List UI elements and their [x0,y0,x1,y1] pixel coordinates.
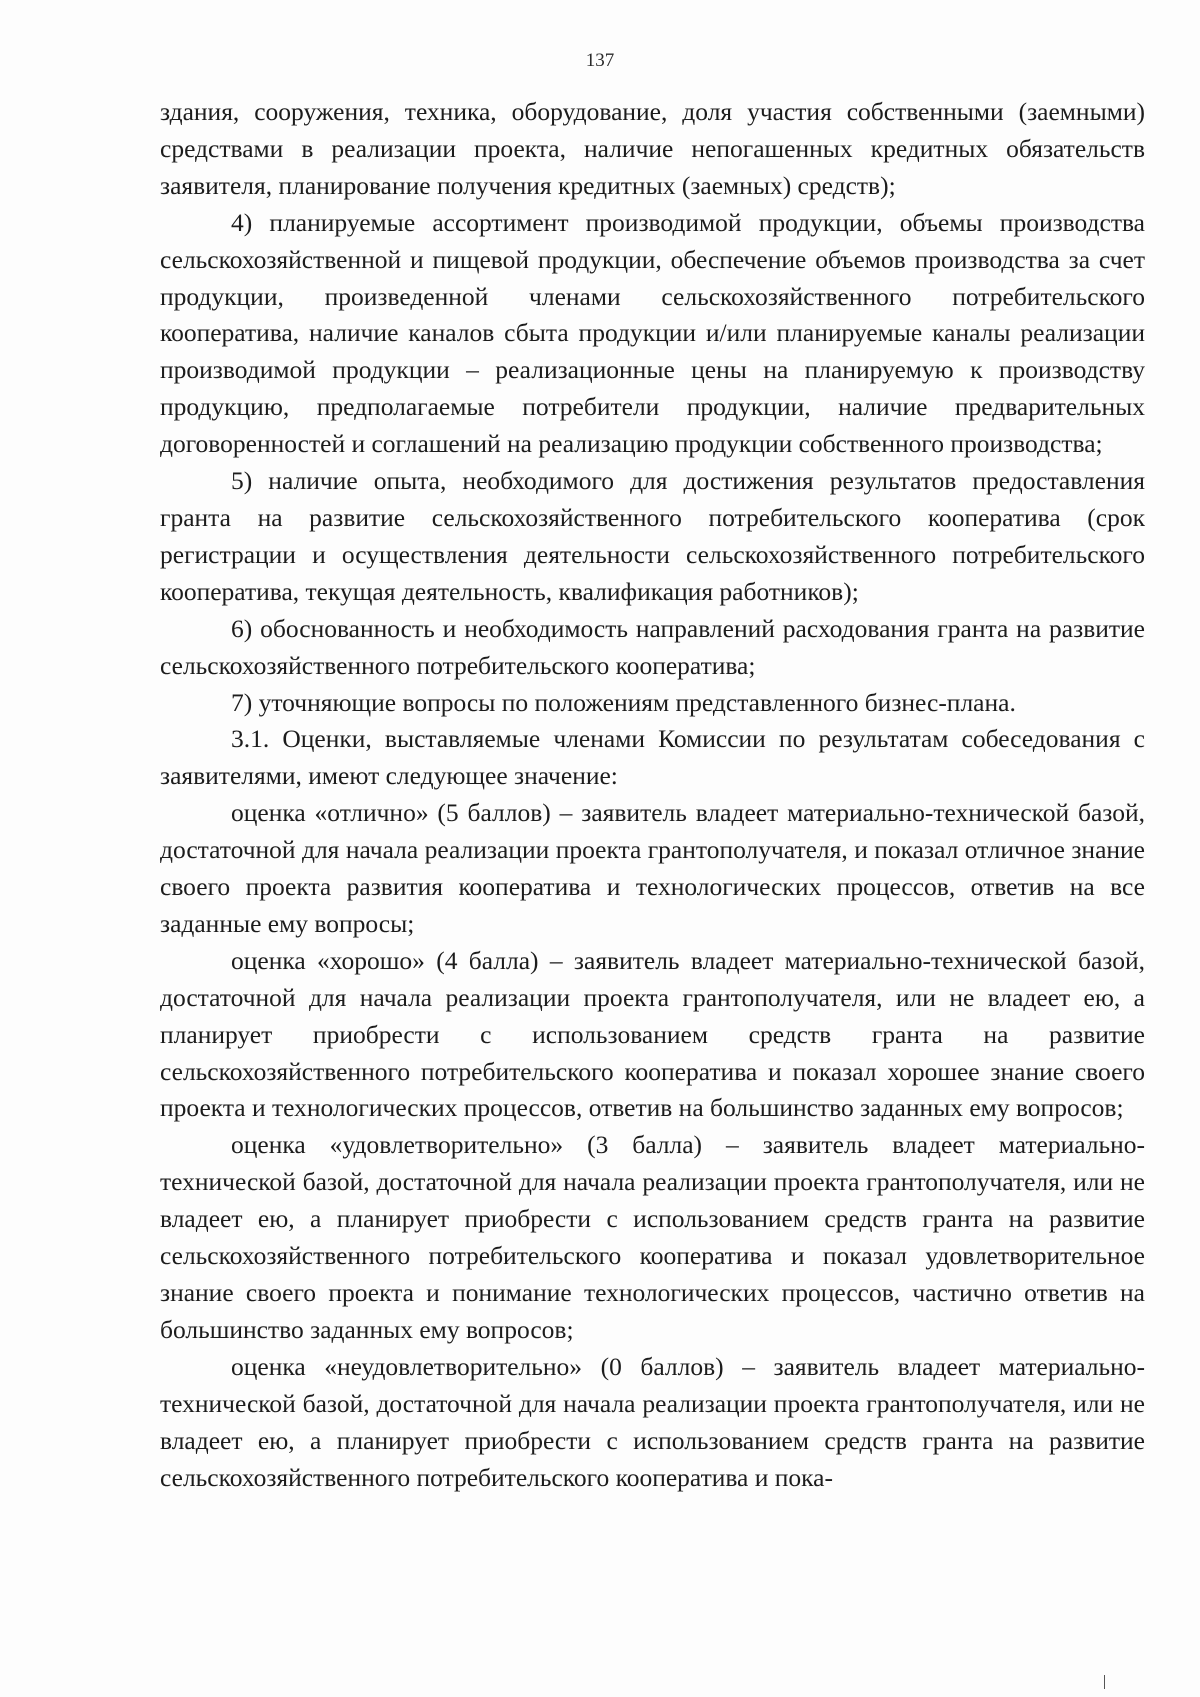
grade-excellent: оценка «отлично» (5 баллов) – заявитель владеет материально-технической базой, достаточной для начала реализации проекта грантополучателя, и показал отличное знание своего проекта развития кооператива и технологических процессов, ответив на все заданные ему вопросы; [160,798,1145,938]
grade-unsatisfactory: оценка «неудовлетворительно» (0 баллов) – заявитель владеет материально-технической базой, достаточной для начала реализации проекта грантополучателя, или не владеет ею, а планирует приобрести с использованием средств гранта на развитие сельскохозяйственного потребительского кооператива и пока- [160,1351,1145,1492]
list-item-4: 4) планируемые ассортимент производимой продукции, объемы производства сельскохозяйственной и пищевой продукции, обеспечение объемов производства за счет продукции, произведенной членами сельскохозяйственного потребительского кооператива, наличие каналов сбыта продукции и/или планируемые каналы реализации производимой продукции – реализационные цены на планируемую к производству продукцию, предполагаемые потребители продукции, наличие предварительных договоренностей и соглашений на реализацию продукции собственного производства; [160,207,1145,459]
paragraph-continuation: здания, сооружения, техника, оборудование, доля участия собственными (заемными) средствами в реализации проекта, наличие непогашенных кредитных обязательств заявителя, планирование получения кредитных (заемных) средств); [160,97,1145,200]
grade-good: оценка «хорошо» (4 балла) – заявитель владеет материально-технической базой, достаточной для начала реализации проекта грантополучателя, или не владеет ею, а планирует приобрести с использованием средств гранта на развитие сельскохозяйственного потребительского кооператива и показал хорошее знание своего проекта и технологических процессов, ответив на большинство заданных ему вопросов; [160,945,1145,1123]
grade-satisfactory: оценка «удовлетворительно» (3 балла) – заявитель владеет материально-технической базой, достаточной для начала реализации проекта грантополучателя, или не владеет ею, а планирует приобрести с использованием средств гранта на развитие сельскохозяйственного потребительского кооператива и показал удовлетворительное знание своего проекта и понимание технологических процессов, частично ответив на большинство заданных ему вопросов; [160,1130,1145,1344]
list-item-5: 5) наличие опыта, необходимого для достижения результатов предоставления гранта на развитие сельскохозяйственного потребительского кооператива (срок регистрации и осуществления деятельности сельскохозяйственного потребительского кооператива, текущая деятельность, квалификация работников); [160,466,1145,606]
section-3-1: 3.1. Оценки, выставляемые членами Комиссии по результатам собеседования с заявителями, имеют следующее значение: [160,724,1145,791]
list-item-7: 7) уточняющие вопросы по положениям представленного бизнес-плана. [231,687,1016,717]
document-body [160,94,1145,1496]
list-item-6: 6) обоснованность и необходимость направлений расходования гранта на развитие сельскохозяйственного потребительского кооператива; [160,613,1145,680]
page-number: 137 [585,50,615,71]
scan-mark [1104,1675,1105,1689]
